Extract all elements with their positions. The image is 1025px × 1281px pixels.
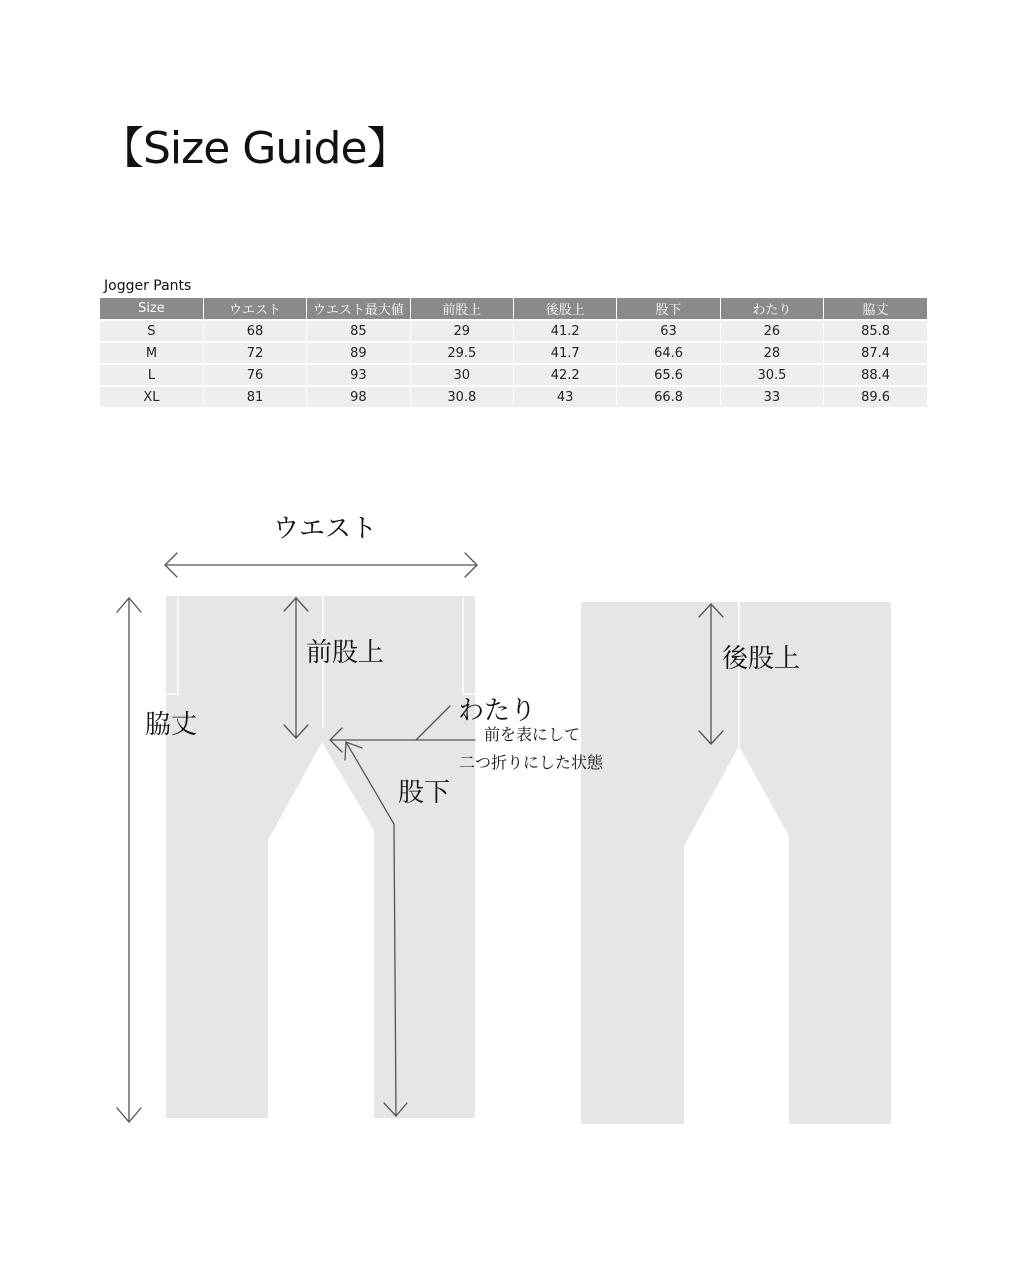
table-cell: 64.6 xyxy=(617,342,720,364)
table-cell: 41.7 xyxy=(514,342,617,364)
back-rise-label: 後股上 xyxy=(722,644,801,674)
thigh-note-line-1: 前を表にして xyxy=(484,725,581,744)
table-cell: 89.6 xyxy=(824,386,927,407)
table-cell: 76 xyxy=(203,364,306,386)
table-cell: 65.6 xyxy=(617,364,720,386)
front-pants-silhouette xyxy=(166,596,475,1118)
col-header-side-length: 脇丈 xyxy=(824,298,927,320)
table-caption: Jogger Pants xyxy=(104,278,192,294)
inseam-label: 股下 xyxy=(398,778,451,808)
table-cell: M xyxy=(100,342,203,364)
table-cell: 68 xyxy=(203,320,306,342)
table-cell: 29.5 xyxy=(410,342,513,364)
table-cell: 29 xyxy=(410,320,513,342)
col-header-back-rise: 後股上 xyxy=(514,298,617,320)
table-cell: 43 xyxy=(514,386,617,407)
table-cell: L xyxy=(100,364,203,386)
table-cell: 63 xyxy=(617,320,720,342)
table-cell: 85 xyxy=(307,320,410,342)
table-cell: 88.4 xyxy=(824,364,927,386)
table-cell: 42.2 xyxy=(514,364,617,386)
waist-label: ウエスト xyxy=(273,514,378,544)
table-cell: 93 xyxy=(307,364,410,386)
col-header-waist-max: ウエスト最大値 xyxy=(307,298,410,320)
table-cell: 33 xyxy=(720,386,823,407)
table-cell: 85.8 xyxy=(824,320,927,342)
thigh-label: わたり xyxy=(458,696,537,726)
col-header-waist: ウエスト xyxy=(203,298,306,320)
table-cell: S xyxy=(100,320,203,342)
side-length-arrow xyxy=(117,598,141,1122)
back-pants-silhouette xyxy=(581,602,891,1124)
table-cell: 28 xyxy=(720,342,823,364)
table-cell: 98 xyxy=(307,386,410,407)
thigh-note-line-2: 二つ折りにした状態 xyxy=(459,753,604,772)
col-header-front-rise: 前股上 xyxy=(410,298,513,320)
col-header-inseam: 股下 xyxy=(617,298,720,320)
waist-arrow xyxy=(165,553,477,577)
table-cell: 30.5 xyxy=(720,364,823,386)
table-cell: 81 xyxy=(203,386,306,407)
col-header-size: Size xyxy=(100,298,203,320)
table-cell: 72 xyxy=(203,342,306,364)
table-cell: 41.2 xyxy=(514,320,617,342)
front-rise-label: 前股上 xyxy=(306,638,385,668)
table-cell: 87.4 xyxy=(824,342,927,364)
side-length-label: 脇丈 xyxy=(145,710,198,740)
table-cell: XL xyxy=(100,386,203,407)
table-cell: 89 xyxy=(307,342,410,364)
page-title: 【Size Guide】 xyxy=(100,123,410,174)
table-cell: 30 xyxy=(410,364,513,386)
table-cell: 66.8 xyxy=(617,386,720,407)
col-header-thigh: わたり xyxy=(720,298,823,320)
table-cell: 30.8 xyxy=(410,386,513,407)
table-cell: 26 xyxy=(720,320,823,342)
